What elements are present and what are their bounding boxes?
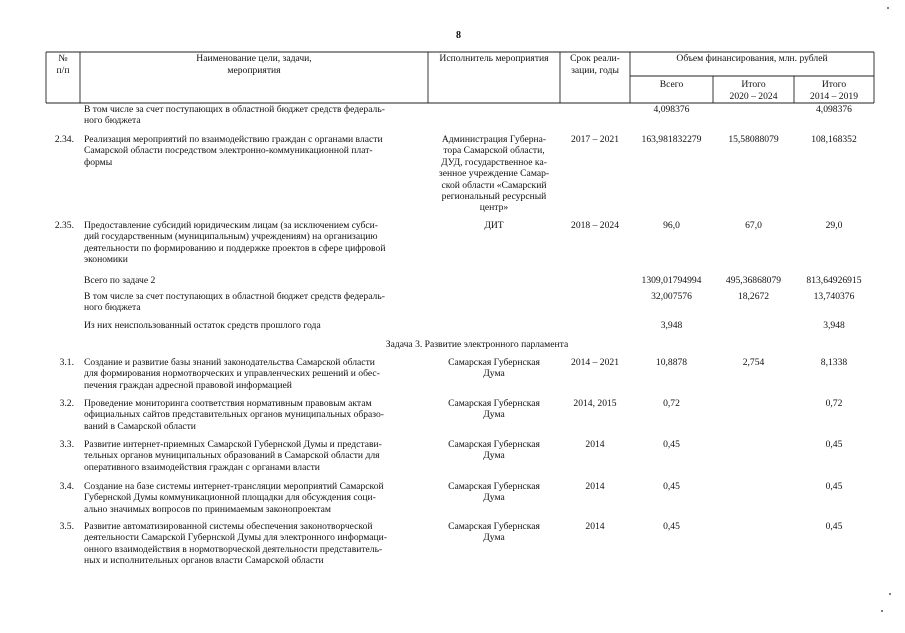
row-name: Проведение мониторинга соответствия нормативным правовым актам официальных сайтов представительных органов муниципальных образо- ваний в Самарской области — [84, 398, 385, 432]
row-term: 2014, 2015 — [573, 398, 617, 409]
row-total-2014-2019: 8,1338 — [820, 357, 848, 368]
row-executor: Самарская Губернская Дума — [448, 398, 540, 421]
row-executor: Самарская Губернская Дума — [448, 521, 540, 544]
row-term: 2014 — [585, 521, 605, 532]
row-total-2014-2019: 0,72 — [825, 398, 843, 409]
row-executor: Самарская Губернская Дума — [448, 439, 540, 462]
row-name: Всего по задаче 2 — [84, 275, 156, 286]
header-num — [46, 53, 80, 76]
row-total-2020-2024: 2,754 — [742, 357, 765, 368]
header-name — [80, 53, 428, 76]
row-term: 2014 – 2021 — [571, 357, 619, 368]
row-total-2014-2019: 0,45 — [825, 481, 843, 492]
header-executor — [428, 53, 560, 65]
row-num: 2.35. — [54, 220, 74, 231]
row-name: Из них неиспользованный остаток средств прошлого года — [84, 320, 321, 331]
row-total: 0,45 — [663, 481, 680, 492]
row-name: Предоставление субсидий юридическим лицам (за исключением субси- дий государственным (муниципальным) учреждениям) на организацию деятельности по формированию и поддержке проектов в сфере цифровой экономики — [84, 220, 386, 266]
row-name: Реализация мероприятий по взаимодействию граждан с органами власти Самарской области посредством электронно-коммуникационной плат- формы — [84, 134, 383, 168]
row-executor: Самарская Губернская Дума — [448, 357, 540, 380]
header-term — [560, 53, 630, 76]
row-num: 3.3. — [59, 439, 74, 450]
row-total: 0,45 — [663, 439, 680, 450]
row-num: 3.4. — [59, 481, 74, 492]
row-total-2014-2019: 0,45 — [825, 439, 843, 450]
header-total-2014-2019 — [794, 79, 874, 102]
scan-speck — [887, 7, 889, 9]
row-term: 2014 — [585, 481, 605, 492]
row-num: 3.5. — [59, 521, 74, 532]
row-num: 3.1. — [59, 357, 74, 368]
row-executor: Администрация Губерна- тора Самарской области, ДУД, государственное ка- зенное учреждение Самар- ской области «Самарский региональный ресурсный центр» — [438, 134, 550, 214]
row-total: 10,8878 — [655, 357, 688, 368]
row-term: 2018 – 2024 — [571, 220, 619, 231]
header-name-text: Наименование цели, задачи, мероприятия — [196, 53, 312, 76]
row-total-2020-2024: 67,0 — [745, 220, 762, 231]
row-total: 0,72 — [663, 398, 680, 409]
page-number: 8 — [456, 30, 461, 41]
row-total-2020-2024: 15,58088079 — [728, 134, 779, 145]
row-num: 2.34. — [54, 134, 74, 145]
row-total-2014-2019: 3,948 — [823, 320, 845, 331]
row-total: 3,948 — [660, 320, 683, 331]
row-total: 32,007576 — [651, 291, 692, 302]
row-term: 2014 — [585, 439, 605, 450]
scan-speck — [881, 610, 883, 612]
row-total-2014-2019: 0,45 — [825, 521, 843, 532]
row-total-2020-2024: 495,36868079 — [725, 275, 782, 286]
header-executor-text: Исполнитель мероприятия — [439, 53, 549, 64]
row-total-2014-2019: 108,168352 — [811, 134, 857, 145]
row-term: 2017 – 2021 — [571, 134, 619, 145]
header-total-2014-2019-text: Итого 2014 – 2019 — [810, 79, 858, 102]
row-name: Создание на базе системы интернет-трансляции мероприятий Самарской Губернской Думы коммуникационной площадки для обсуждения соци- ально значимых вопросов по принимаемым законопроектам — [84, 481, 384, 515]
row-total: 163,981832279 — [641, 134, 702, 145]
header-total-2020-2024-text: Итого 2020 – 2024 — [729, 79, 778, 102]
row-name: Создание и развитие базы знаний законодательства Самарской области для формирования нормотворческих и управленческих решений и обес- печения граждан адресной правовой информацией — [84, 357, 380, 391]
row-total: 4,098376 — [653, 104, 690, 115]
row-total-2014-2019: 4,098376 — [816, 104, 852, 115]
row-total-2014-2019: 13,740376 — [813, 291, 855, 302]
row-name: Развитие интернет-приемных Самарской Губернской Думы и представи- тельных органов муниципальных образований в Самарской области для оперативного взаимодействия граждан с органами власти — [84, 439, 382, 473]
header-num-text: № п/п — [56, 53, 70, 76]
header-funding-text: Объем финансирования, млн. рублей — [676, 53, 828, 64]
scan-speck — [889, 593, 891, 595]
header-funding — [630, 53, 874, 65]
row-executor: ДИТ — [484, 220, 504, 231]
row-executor: Самарская Губернская Дума — [448, 481, 540, 504]
row-total: 0,45 — [663, 521, 680, 532]
header-term-text: Срок реали- зации, годы — [570, 53, 620, 76]
row-name: В том числе за счет поступающих в областной бюджет средств федераль- ного бюджета — [84, 104, 385, 127]
header-total-text: Всего — [659, 79, 684, 90]
row-total-2014-2019: 29,0 — [825, 220, 843, 231]
row-total: 96,0 — [663, 220, 680, 231]
row-total-2014-2019: 813,64926915 — [806, 275, 862, 286]
section-title: Задача 3. Развитие электронного парламента — [385, 339, 569, 350]
row-name: Развитие автоматизированной системы обеспечения законотворческой деятельности Самарской Губернской Думы для электронного информаци- онного взаимодействия в нормотворческой деятельности представитель- ных и исполнительных органов власти Самарской области — [84, 521, 388, 567]
row-num: 3.2. — [59, 398, 74, 409]
row-total: 1309,01794994 — [641, 275, 702, 286]
header-total-2020-2024 — [713, 79, 794, 102]
row-name: В том числе за счет поступающих в областной бюджет средств федераль- ного бюджета — [84, 291, 385, 314]
row-total-2020-2024: 18,2672 — [737, 291, 770, 302]
header-total — [630, 79, 713, 91]
